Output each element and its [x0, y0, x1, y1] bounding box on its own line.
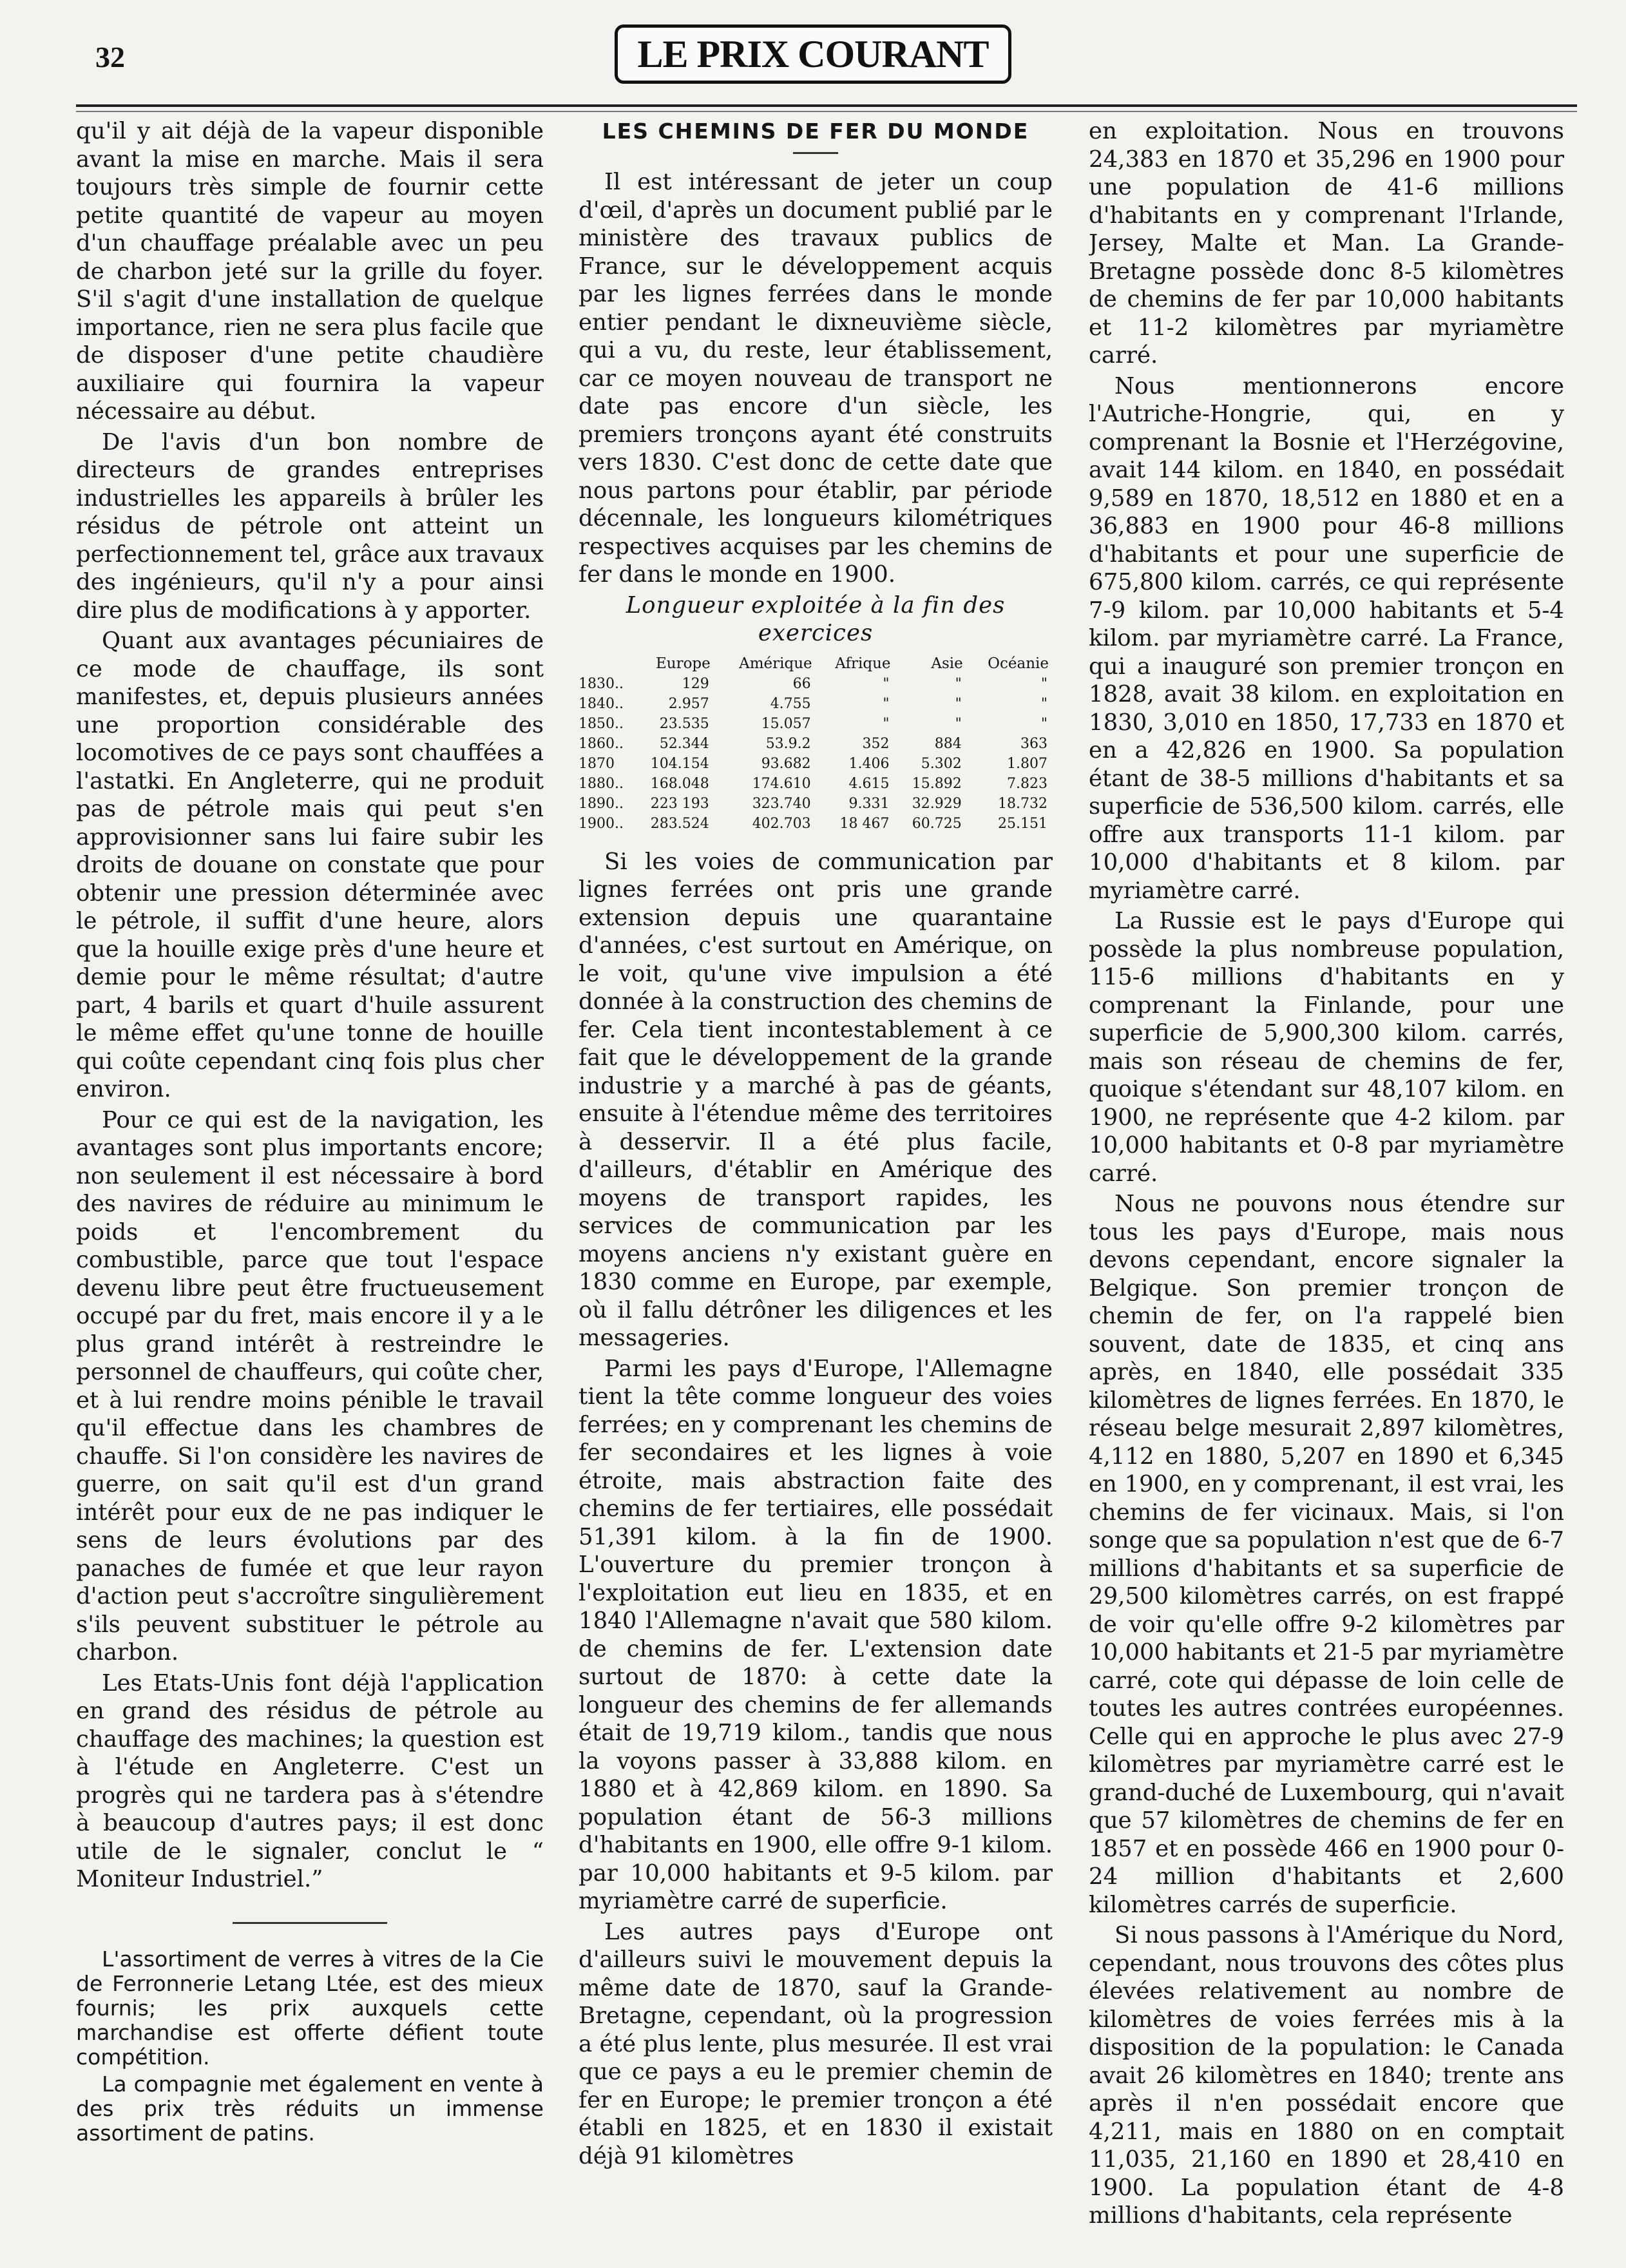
article-headline: LES CHEMINS DE FER DU MONDE [602, 119, 1029, 144]
table-cell: " [955, 715, 962, 732]
table-cell: " [955, 675, 962, 692]
table-cell: 32.929 [912, 795, 962, 812]
table-cell: 60.725 [912, 815, 962, 832]
column-left [76, 117, 544, 2237]
table-cell: " [1040, 695, 1047, 712]
railway-length-table [579, 654, 1053, 834]
table-cell: " [883, 675, 890, 692]
table-cell: 18.732 [998, 795, 1047, 812]
table-cell: 25.151 [998, 815, 1047, 832]
table-cell: " [883, 695, 890, 712]
table-cell: 52.344 [659, 735, 709, 752]
table-year-cell: 1900.. [579, 815, 624, 832]
table-cell: 53.9.2 [765, 735, 811, 752]
table-cell: 352 [862, 735, 890, 752]
column-header: Afrique [835, 655, 891, 672]
header-rule-thin [76, 111, 1577, 112]
table-row [579, 794, 1053, 814]
table-row [579, 774, 1053, 794]
table-cell: 283.524 [650, 815, 709, 832]
table-row [579, 714, 1053, 734]
paragraph: Parmi les pays d'Europe, l'Allemagne tient la tête comme longueur des voies ferrées; en y comprenant les chemins de fer secondaires et les lignes à voie étroite, mais abstraction faite des chemins de fer tertiaires, elle possédait 51,391 kilom. à la fin de 1900. L'ouverture du premier tronçon à l'exploitation eut lieu en 1835, et en 1840 l'Allemagne n'avait que 580 kilom. de chemins de fer. L'extension date surtout de 1870: à cette date la longueur des chemins de fer allemands était de 19,719 kilom., tandis que nous la voyons passer à 33,888 kilom. en 1880 et à 42,869 kilom. en 1890. Sa population étant de 56-3 millions d'habitants en 1900, elle offre 9-1 kilom. par 10,000 habitants et 9-5 kilom. par myriamètre carré de superficie. [579, 1355, 1053, 1914]
table-cell: 23.535 [659, 715, 709, 732]
table-caption: Longueur exploitée à la fin des exercices [626, 591, 1006, 646]
advertisement-notice [76, 1947, 544, 2146]
table-year-cell: 1850.. [579, 715, 624, 732]
table-cell: 1.807 [1007, 755, 1047, 772]
table-row [579, 734, 1053, 754]
table-cell: 323.740 [752, 795, 811, 812]
headline-dash [793, 152, 838, 154]
table-cell: 174.610 [752, 775, 811, 792]
paragraph: Nous ne pouvons nous étendre sur tous les pays d'Europe, mais nous devons cependant, encore signaler la Belgique. Son premier tronçon de chemin de fer, on l'a rappelé bien souvent, date de 1835, et cinq ans après, en 1840, elle possédait 335 kilomètres de lignes ferrées. En 1870, le réseau belge mesurait 2,897 kilomètres, 4,112 en 1880, 5,207 en 1890 et 6,345 en 1900, en y comprenant, il est vrai, les chemins de fer vicinaux. Mais, si l'on songe que sa population n'est que de 6-7 millions d'habitants et sa superficie de 29,500 kilomètres carrés, on est frappé de voir qu'elle offre 9-2 kilomètres par 10,000 habitants et 21-5 par myriamètre carré, cote qui dépasse de loin celle de toutes les autres contrées européennes. Celle qui en approche le plus avec 27-9 kilomètres par myriamètre carré est le grand-duché de Luxembourg, qui n'avait que 57 kilomètres de chemins de fer en 1857 et en possède 466 en 1900 pour 0-24 million d'habitants et 2,600 kilomètres carrés de superficie. [1089, 1191, 1564, 1918]
column-right [1089, 117, 1564, 2237]
table-row [579, 814, 1053, 834]
column-header: Amérique [739, 655, 812, 672]
table-year-cell: 1880.. [579, 775, 624, 792]
paragraph: Si les voies de communication par lignes ferrées ont pris une grande extension depuis une quarantaine d'années, c'est surtout en Amérique, on le voit, qu'une vive impulsion a été donnée à la construction des chemins de fer. Cela tient incontestablement à ce fait que le développement de la grande industrie y a marché à pas de géants, ensuite à l'étendue même des territoires à desservir. Il a été plus facile, d'ailleurs, d'établir en Amérique des moyens de transport rapides, les services de communication par les moyens anciens n'y existant guère en 1830 comme en Europe, par exemple, où il fallu détrôner les diligences et les messageries. [579, 848, 1053, 1351]
table-cell: " [1040, 675, 1047, 692]
table-row [579, 674, 1053, 694]
table-year-cell: 1870 [579, 755, 615, 772]
table-cell: 18 467 [839, 815, 890, 832]
paragraph: qu'il y ait déjà de la vapeur disponible avant la mise en marche. Mais il sera toujours très simple de fournir cette petite quantité de vapeur au moyen d'un chauffage préalable avec un peu de charbon jeté sur la grille du foyer. S'il s'agit d'une installation de quelque importance, rien ne sera plus facile que de disposer d'une petite chaudière auxiliaire qui fournira la vapeur nécessaire au début. [76, 118, 544, 425]
table-year-cell: 1860.. [579, 735, 624, 752]
table-row [579, 694, 1053, 714]
section-separator [233, 1922, 387, 1924]
column-middle [579, 117, 1053, 2237]
table-cell: 5.302 [921, 755, 962, 772]
paragraph: en exploitation. Nous en trouvons 24,383 en 1870 et 35,296 en 1900 pour une population de 41-6 millions d'habitants en y comprenant l'Irlande, Jersey, Malte et Man. La Grande-Bretagne possède donc 8-5 kilomètres de chemins de fer par 10,000 habitants et 11-2 kilomètres par myriamètre carré. [1089, 118, 1564, 369]
table-cell: 15.057 [761, 715, 811, 732]
paragraph: Les Etats-Unis font déjà l'application en grand des résidus de pétrole au chauffage des machines; la question est à l'étude en Angleterre. C'est un progrès qui ne tardera pas à s'étendre à beaucoup d'autres pays; il est donc utile de le signaler, conclut le “ Moniteur Industriel.” [76, 1669, 544, 1892]
table-cell: 1.406 [848, 755, 890, 772]
table-cell: 168.048 [650, 775, 709, 792]
paragraph: Quant aux avantages pécuniaires de ce mode de chauffage, ils sont manifestes, et, depuis plusieurs années une proportion considérable des locomotives de ce pays sont chauffées a l'astatki. En Angleterre, qui ne produit pas de pétrole mais qui peut s'en approvisionner sans lui faire subir les droits de douane on constate que pour obtenir une pression déterminée avec le pétrole, il suffit d'une heure, alors que la houille exige près d'une heure et demie pour le même résultat; d'autre part, 4 barils et quart d'huile assurent le même effet qu'une tonne de houille qui coûte cependant cinq fois plus cher environ. [76, 628, 544, 1102]
table-cell: 66 [792, 675, 811, 692]
paragraph: Il est intéressant de jeter un coup d'œil, d'après un document publié par le ministère des travaux publics de France, sur le développement acquis par les lignes ferrées dans le monde entier pendant le dixneuvième siècle, qui a vu, du reste, leur établissement, car ce moyen nouveau de transport ne date pas encore d'un siècle, les premiers tronçons ayant été construits vers 1830. C'est donc de cette date que nous partons pour établir, par période décennale, les longueurs kilométriques respectives acquises par les chemins de fer dans le monde en 1900. [579, 169, 1053, 588]
paragraph: La Russie est le pays d'Europe qui possède la plus nombreuse population, 115-6 millions d'habitants en y comprenant la Finlande, pour une superficie de 5,900,300 kilom. carrés, mais son réseau de chemins de fer, quoique s'étendant sur 48,107 kilom. en 1900, ne représente que 4-2 kilom. par 10,000 habitants et 0-8 par myriamètre carré. [1089, 908, 1564, 1187]
table-cell: 4.615 [848, 775, 890, 792]
paragraph: De l'avis d'un bon nombre de directeurs de grandes entreprises industrielles les appareils à brûler les résidus de pétrole ont atteint un perfectionnement tel, grâce aux travaux des ingénieurs, qu'il n'y a pour ainsi dire plus de modifications à y apporter. [76, 428, 544, 624]
notice-paragraph: L'assortiment de verres à vitres de la Cie de Ferronnerie Letang Ltée, est des mieux fournis; les prix auxquels cette marchandise est offerte défient toute compétition. [76, 1946, 544, 2070]
column-header: Europe [655, 655, 711, 672]
table-cell: 104.154 [650, 755, 709, 772]
paragraph: Pour ce qui est de la navigation, les avantages sont plus importants encore; non seulement il est nécessaire à bord des navires de réduire au minimum le poids et l'encombrement du combustible, parce que tout l'espace devenu libre peut être fructueusement occupé par du fret, mais encore il y a le plus grand intérêt à restreindre le personnel de chauffeurs, qui coûte cher, et à lui rendre moins pénible le travail qu'il effectue dans les chambres de chauffe. Si l'on considère les navires de guerre, on sait qu'il est d'un grand intérêt pour eux de ne pas indiquer le sens de leurs évolutions par des panaches de fumée et que leur rayon d'action peut s'accroître singulièrement s'ils peuvent substituer le pétrole au charbon. [76, 1106, 544, 1666]
column-header [579, 654, 630, 674]
table-year-cell: 1890.. [579, 795, 624, 812]
masthead [0, 24, 1626, 84]
paragraph: Nous mentionnerons encore l'Autriche-Hongrie, qui, en y comprenant la Bosnie et l'Herzégovine, avait 144 kilom. en 1840, en possédait 9,589 en 1870, 18,512 en 1880 et en a 36,883 en 1900 pour 46-8 millions d'habitants et pour une superficie de 675,800 kilom. carrés, ce qui représente 7-9 kilom. par 10,000 habitants et 5-4 kilom. par myriamètre carré. La France, qui a inauguré son premier tronçon en 1828, avait 38 kilom. en exploitation en 1830, 3,010 en 1850, 17,733 en 1870 et en a 42,826 en 1900. Sa population étant de 38-5 millions d'habitants et sa superficie de 536,500 kilom. carrés, elle offre aux transports 11-1 kilom. par 10,000 d'habitants et 8 kilom. par myriamètre carré. [1089, 372, 1564, 904]
table-cell: 9.331 [848, 795, 890, 812]
masthead-logo: LE PRIX COURANT [615, 24, 1011, 84]
table-cell: 7.823 [1007, 775, 1047, 792]
table-cell: 93.682 [761, 755, 811, 772]
table-year-cell: 1840.. [579, 695, 624, 712]
table-year-cell: 1830.. [579, 675, 624, 692]
table-cell: 363 [1020, 735, 1047, 752]
notice-paragraph: La compagnie met également en vente à des prix très réduits un immense assortiment de patins. [76, 2071, 544, 2146]
paragraph: Si nous passons à l'Amérique du Nord, cependant, nous trouvons des côtes plus élevées relativement au nombre de kilomètres de voies ferrées mis à la disposition de la population: le Canada avait 26 kilomètres en 1840; trente ans après il n'en possédait encore que 4,211, mais en 1880 on en comptait 11,035, 21,160 en 1890 et 28,410 en 1900. La population étant de 4-8 millions d'habitants, cela représente [1089, 1922, 1564, 2229]
table-row [579, 754, 1053, 774]
table-cell: " [1040, 715, 1047, 732]
column-header: Océanie [988, 655, 1049, 672]
table-cell: " [955, 695, 962, 712]
table-body [579, 674, 1053, 834]
table-cell: 402.703 [752, 815, 811, 832]
header-rule [76, 104, 1577, 107]
table-cell: 884 [934, 735, 962, 752]
table-cell: 129 [682, 675, 709, 692]
table-cell: 15.892 [912, 775, 962, 792]
paragraph: Les autres pays d'Europe ont d'ailleurs suivi le mouvement depuis la même date de 1870, sauf la Grande-Bretagne, cependant, où la progression a été plus lente, plus mesurée. Il est vrai que ce pays a eu le premier chemin de fer en Europe; le premier tronçon a été établi en 1825, et en 1830 il existait déjà 91 kilomètres [579, 1918, 1053, 2169]
table-cell: 4.755 [770, 695, 811, 712]
table-cell: 223 193 [650, 795, 709, 812]
table-cell: 2.957 [668, 695, 709, 712]
table-header-row [579, 654, 1053, 674]
column-header: Asie [931, 655, 963, 672]
page-number: 32 [95, 41, 125, 73]
table-cell: " [883, 715, 890, 732]
